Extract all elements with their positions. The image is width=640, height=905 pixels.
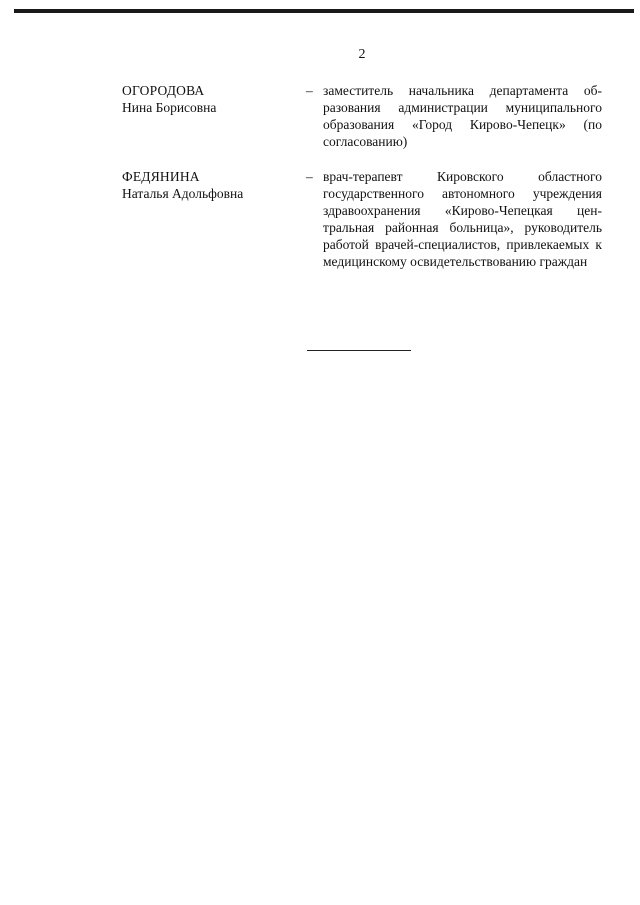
member-name-block [122,168,297,202]
top-border-rule [14,9,634,13]
member-given-names: Наталья Адольфовна [122,186,244,201]
member-role: заместитель начальника департамента образования администрации муниципального образования «Город Кирово-Чепецк» (по согласованию) [323,83,602,149]
separator-dash: – [306,83,313,98]
member-surname: ФЕДЯНИНА [122,169,200,184]
member-surname: ОГОРОДОВА [122,83,205,98]
page-number: 2 [358,47,366,62]
separator-dash: – [306,169,313,184]
member-name-block [122,82,297,116]
member-role: врач-терапевт Кировского областного государственного автономного учреждения здравоохранения «Кирово-Чепецкая центральная районная больница», руководитель работой врачей-специалистов, привлекаемых к медицинскому освидетельствованию граждан [323,169,602,269]
end-of-list-rule [307,350,411,351]
member-given-names: Нина Борисовна [122,100,217,115]
